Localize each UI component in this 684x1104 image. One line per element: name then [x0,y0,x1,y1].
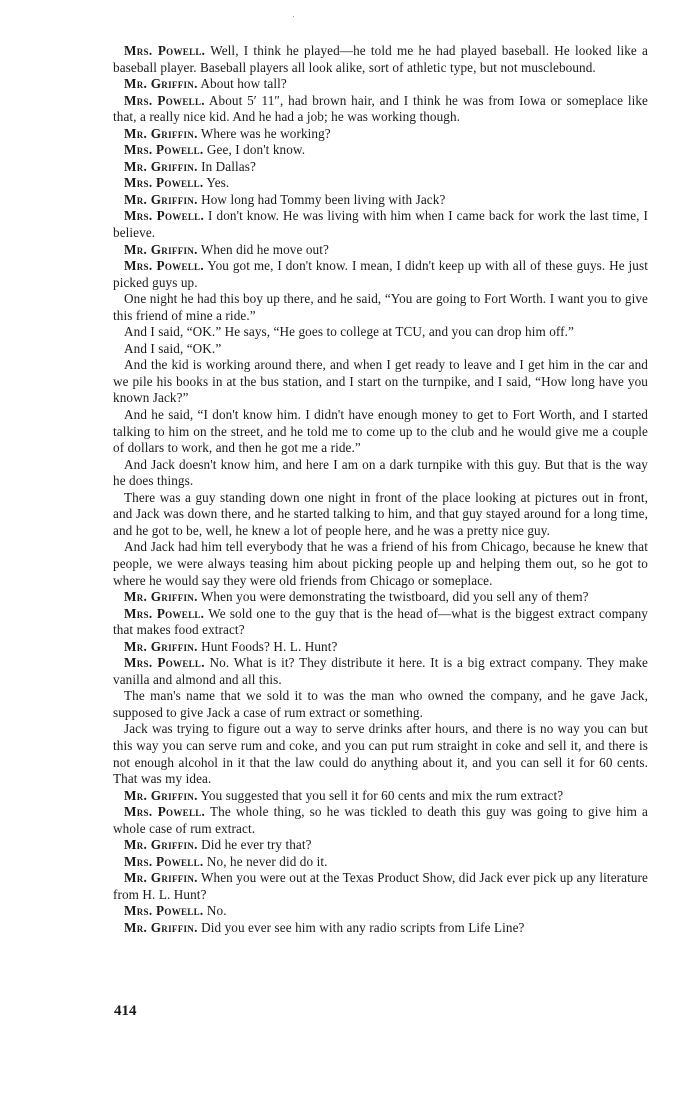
speaker-name: Mrs. Powell. [124,853,204,869]
testimony-paragraph [113,804,648,837]
paragraph-text: And I said, “OK.” [124,340,222,356]
document-body [113,43,648,937]
page-number: 414 [114,1003,137,1019]
testimony-paragraph [113,192,648,209]
testimony-paragraph [113,870,648,903]
testimony-paragraph [113,606,648,639]
paragraph-text: No. What is it? They distribute it here. It is a big extract company. They make vanilla and almond and all this. [113,655,648,687]
speaker-name: Mrs. Powell. [124,208,205,224]
testimony-paragraph [113,639,648,656]
paragraph-text: Did you ever see him with any radio scripts from Life Line? [197,919,525,935]
narrative-paragraph [113,457,648,490]
testimony-paragraph [113,76,648,93]
speaker-name: Mrs. Powell. [124,175,204,191]
narrative-paragraph [113,721,648,787]
paragraph-text: No. [203,903,227,919]
narrative-paragraph [113,341,648,358]
paragraph-text: Gee, I don't know. [203,142,306,158]
paragraph-text: And I said, “OK.” He says, “He goes to college at TCU, and you can drop him off.” [124,324,575,340]
speaker-name: Mrs. Powell. [124,92,205,108]
narrative-paragraph [113,539,648,589]
paragraph-text: No, he never did do it. [203,853,328,869]
paragraph-text: Well, I think he played—he told me he had played baseball. He looked like a baseball player. Baseball players all look alike, sort of athletic type, but not musclebound. [113,43,648,75]
speaker-name: Mrs. Powell. [124,43,206,58]
speaker-name: Mr. Griffin. [124,870,198,886]
scan-speck [293,16,294,17]
testimony-paragraph [113,655,648,688]
testimony-paragraph [113,242,648,259]
speaker-name: Mr. Griffin. [124,191,198,207]
narrative-paragraph [113,324,648,341]
paragraph-text: The whole thing, so he was tickled to death this guy was going to give him a whole case of rum extract. [113,804,648,836]
paragraph-text: About 5′ 11″, had brown hair, and I think he was from Iowa or someplace like that, a really nice kid. And he had a job; he was working though. [113,92,648,125]
paragraph-text: One night he had this boy up there, and he said, “You are going to Fort Worth. I want you to give this friend of mine a ride.” [113,291,648,323]
paragraph-text: And Jack doesn't know him, and here I am on a dark turnpike with this guy. But that is the way he does things. [113,456,648,489]
paragraph-text: Yes. [203,175,230,191]
testimony-paragraph [113,903,648,920]
speaker-name: Mr. Griffin. [124,125,198,141]
speaker-name: Mrs. Powell. [124,655,205,671]
paragraph-text: About how tall? [197,76,287,92]
narrative-paragraph [113,357,648,407]
speaker-name: Mr. Griffin. [124,638,198,654]
testimony-paragraph [113,126,648,143]
speaker-name: Mrs. Powell. [124,142,204,158]
paragraph-text: When you were out at the Texas Product Show, did Jack ever pick up any literature from H. L. Hunt? [113,870,648,902]
paragraph-text: We sold one to the guy that is the head of—what is the biggest extract company that makes food extract? [113,605,648,638]
narrative-paragraph [113,490,648,540]
paragraph-text: In Dallas? [197,158,256,174]
testimony-paragraph [113,920,648,937]
speaker-name: Mrs. Powell. [124,258,204,274]
testimony-paragraph [113,159,648,176]
paragraph-text: I don't know. He was living with him when I came back for work the last time, I believe. [113,208,648,241]
paragraph-text: And Jack had him tell everybody that he was a friend of his from Chicago, because he knew that people, we were always teasing him about picking people up and helping them out, so he got to where he would say they were old friends from Chicago or someplace. [113,539,648,588]
paragraph-text: And he said, “I don't know him. I didn't have enough money to get to Fort Worth, and I started talking to him on the street, and he told me to come up to the club and he would give me a couple of dollars to work, and then he got me a ride.” [113,407,648,456]
narrative-paragraph [113,291,648,324]
speaker-name: Mr. Griffin. [124,158,198,174]
speaker-name: Mrs. Powell. [124,903,204,919]
testimony-paragraph [113,175,648,192]
narrative-paragraph [113,407,648,457]
paragraph-text: You suggested that you sell it for 60 cents and mix the rum extract? [197,787,564,803]
paragraph-text: Hunt Foods? H. L. Hunt? [197,638,338,654]
paragraph-text: Jack was trying to figure out a way to serve drinks after hours, and there is no way you can but this way you can serve rum and coke, and you can put rum straight in coke and sell it, and there is not enough alcohol in it that the law could do anything about it, and you can sell it for 60 cents. That was my idea. [113,721,648,787]
testimony-paragraph [113,854,648,871]
paragraph-text: When you were demonstrating the twistboard, did you sell any of them? [197,589,589,605]
testimony-paragraph [113,208,648,241]
testimony-paragraph [113,142,648,159]
testimony-paragraph [113,837,648,854]
testimony-paragraph [113,589,648,606]
speaker-name: Mrs. Powell. [124,804,206,820]
testimony-paragraph [113,258,648,291]
speaker-name: Mr. Griffin. [124,241,198,257]
paragraph-text: Where was he working? [197,125,331,141]
testimony-paragraph [113,788,648,805]
paragraph-text: Did he ever try that? [197,837,312,853]
paragraph-text: The man's name that we sold it to was the man who owned the company, and he gave Jack, supposed to give Jack a case of rum extract or something. [113,688,648,720]
speaker-name: Mr. Griffin. [124,76,198,92]
speaker-name: Mr. Griffin. [124,787,198,803]
speaker-name: Mr. Griffin. [124,589,198,605]
paragraph-text: When did he move out? [197,241,329,257]
speaker-name: Mr. Griffin. [124,837,198,853]
paragraph-text: You got me, I don't know. I mean, I didn't keep up with all of these guys. He just picked guys up. [113,258,648,290]
speaker-name: Mrs. Powell. [124,605,205,621]
testimony-paragraph [113,43,648,76]
paragraph-text: And the kid is working around there, and when I get ready to leave and I get him in the car and we pile his books in at the bus station, and I start on the turnpike, and I said, “How long have you known Jack?” [113,357,648,406]
paragraph-text: How long had Tommy been living with Jack? [197,191,446,207]
paragraph-text: There was a guy standing down one night in front of the place looking at pictures out in front, and Jack was down there, and he started talking to him, and that guy stayed around for a long time, and he got to be, well, he knew a lot of people here, and he was a pretty nice guy. [113,489,648,538]
testimony-paragraph [113,93,648,126]
speaker-name: Mr. Griffin. [124,919,198,935]
narrative-paragraph [113,688,648,721]
